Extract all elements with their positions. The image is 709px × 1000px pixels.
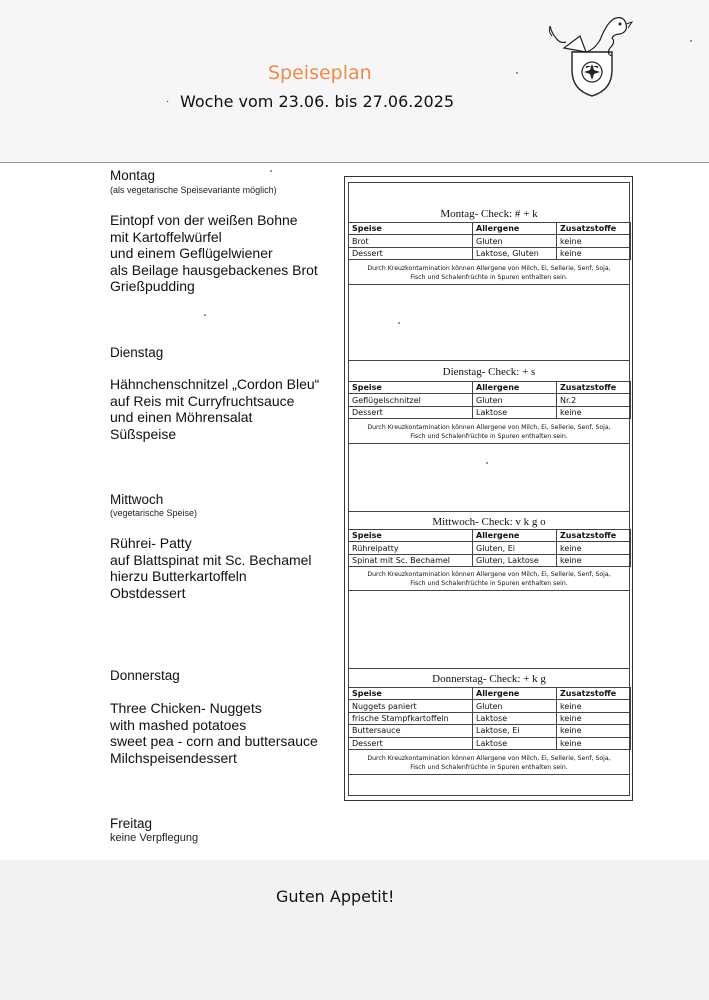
check-table-mittwoch xyxy=(348,529,631,567)
disclaimer-line: Durch Kreuzkontamination können Allergene von Milch, Ei, Sellerie, Senf, Soja, xyxy=(367,265,611,272)
cell-allergene: Gluten, Laktose xyxy=(473,554,557,566)
disclaimer-line: Durch Kreuzkontamination können Allergene von Milch, Ei, Sellerie, Senf, Soja, xyxy=(367,424,611,431)
cell-allergene: Gluten xyxy=(473,700,557,712)
cell-speise: Dessert xyxy=(349,406,473,418)
meal-line: Süßspeise xyxy=(110,425,177,442)
check-title-donnerstag: Donnerstag- Check: + k g xyxy=(432,673,546,685)
week-range: Woche vom 23.06. bis 27.06.2025 xyxy=(180,92,455,111)
day-heading-montag: Montag xyxy=(110,168,156,183)
meal-line: als Beilage hausgebackenes Brot xyxy=(110,261,318,278)
shield-crest-icon xyxy=(546,12,638,98)
day-heading-donnerstag: Donnerstag xyxy=(110,668,180,683)
page-title: Speiseplan xyxy=(268,62,372,84)
card-divider xyxy=(348,443,630,444)
day-heading-dienstag: Dienstag xyxy=(110,345,164,360)
table-row xyxy=(349,394,631,406)
card-divider xyxy=(348,284,630,285)
check-title-mittwoch: Mittwoch- Check: v k g o xyxy=(432,516,546,528)
cell-zusatzstoffe: keine xyxy=(557,737,631,749)
scan-speck xyxy=(270,170,272,172)
cell-zusatzstoffe: keine xyxy=(557,725,631,737)
meal-donnerstag xyxy=(110,700,318,766)
card-divider xyxy=(348,360,630,361)
header-divider xyxy=(0,162,709,163)
cell-allergene: Gluten xyxy=(473,394,557,406)
cell-speise: Brot xyxy=(349,235,473,247)
meal-line: auf Blattspinat mit Sc. Bechamel xyxy=(110,551,312,568)
column-header: Allergene xyxy=(473,530,557,542)
cell-zusatzstoffe: keine xyxy=(557,235,631,247)
table-row xyxy=(349,737,631,749)
cell-zusatzstoffe: keine xyxy=(557,542,631,554)
meal-line: und einen Möhrensalat xyxy=(110,409,253,425)
column-header: Zusatzstoffe xyxy=(557,223,631,235)
disclaimer-montag xyxy=(348,264,630,282)
meal-mittwoch xyxy=(110,535,312,601)
table-row xyxy=(349,712,631,724)
card-divider xyxy=(348,511,630,512)
table-row xyxy=(349,554,631,566)
column-header: Zusatzstoffe xyxy=(557,530,631,542)
cell-speise: Spinat mit Sc. Bechamel xyxy=(349,554,473,566)
cell-allergene: Gluten, Ei xyxy=(473,542,557,554)
cell-speise: Dessert xyxy=(349,247,473,259)
cell-speise: Geflügelschnitzel xyxy=(349,394,473,406)
column-header: Speise xyxy=(349,382,473,394)
card-divider xyxy=(348,774,630,775)
meal-line: with mashed potatoes xyxy=(110,716,247,733)
cell-speise: Nuggets paniert xyxy=(349,700,473,712)
meal-line: Rührei- Patty xyxy=(110,535,192,551)
disclaimer-line: Durch Kreuzkontamination können Allergene von Milch, Ei, Sellerie, Senf, Soja, xyxy=(367,755,611,762)
cell-zusatzstoffe: keine xyxy=(557,554,631,566)
meal-line: Eintopf von der weißen Bohne xyxy=(110,212,298,228)
cell-zusatzstoffe: keine xyxy=(557,406,631,418)
closing-text: Guten Appetit! xyxy=(276,887,395,906)
disclaimer-dienstag xyxy=(348,423,630,441)
disclaimer-line: Durch Kreuzkontamination können Allergene von Milch, Ei, Sellerie, Senf, Soja, xyxy=(367,571,611,578)
cell-zusatzstoffe: keine xyxy=(557,247,631,259)
cell-zusatzstoffe: keine xyxy=(557,700,631,712)
meal-montag xyxy=(110,212,318,295)
cell-speise: frische Stampfkartoffeln xyxy=(349,712,473,724)
disclaimer-line: Fisch und Schalenfrüchte in Spuren enthalten sein. xyxy=(410,764,568,771)
card-divider xyxy=(348,668,630,669)
table-row xyxy=(349,725,631,737)
day-note-montag: (als vegetarische Speisevariante möglich) xyxy=(110,185,277,195)
disclaimer-donnerstag xyxy=(348,754,630,772)
meal-dienstag xyxy=(110,376,319,442)
card-divider xyxy=(348,590,630,591)
table-row xyxy=(349,247,631,259)
day-note-freitag: keine Verpflegung xyxy=(110,832,199,844)
disclaimer-line: Fisch und Schalenfrüchte in Spuren enthalten sein. xyxy=(410,274,568,281)
column-header: Allergene xyxy=(473,382,557,394)
disclaimer-mittwoch xyxy=(348,570,630,588)
cell-speise: Buttersauce xyxy=(349,725,473,737)
meal-line: und einem Geflügelwiener xyxy=(110,245,273,261)
check-title-dienstag: Dienstag- Check: + s xyxy=(442,366,536,378)
cell-zusatzstoffe: Nr.2 xyxy=(557,394,631,406)
meal-line: sweet pea - corn and buttersauce xyxy=(110,733,318,749)
check-table-montag xyxy=(348,222,631,260)
cell-allergene: Gluten xyxy=(473,235,557,247)
scan-speck xyxy=(516,72,518,74)
cell-speise: Dessert xyxy=(349,737,473,749)
table-row xyxy=(349,235,631,247)
meal-line: Hähnchenschnitzel „Cordon Bleu“ xyxy=(110,376,320,392)
table-row xyxy=(349,700,631,712)
cell-allergene: Laktose, Ei xyxy=(473,725,557,737)
disclaimer-line: Fisch und Schalenfrüchte in Spuren enthalten sein. xyxy=(410,433,568,440)
scan-mark: · xyxy=(166,96,170,107)
cell-allergene: Laktose xyxy=(473,406,557,418)
day-note-mittwoch: (vegetarische Speise) xyxy=(110,508,198,518)
meal-line: hierzu Butterkartoffeln xyxy=(110,568,247,584)
day-heading-mittwoch: Mittwoch xyxy=(110,492,164,507)
column-header: Allergene xyxy=(473,223,557,235)
column-header: Allergene xyxy=(473,688,557,700)
cell-allergene: Laktose, Gluten xyxy=(473,247,557,259)
cell-allergene: Laktose xyxy=(473,737,557,749)
column-header: Speise xyxy=(349,688,473,700)
column-header: Speise xyxy=(349,530,473,542)
cell-zusatzstoffe: keine xyxy=(557,712,631,724)
column-header: Zusatzstoffe xyxy=(557,382,631,394)
table-row xyxy=(349,542,631,554)
check-table-dienstag xyxy=(348,381,631,419)
meal-line: Grießpudding xyxy=(110,278,195,294)
disclaimer-line: Fisch und Schalenfrüchte in Spuren enthalten sein. xyxy=(410,580,568,587)
meal-line: Milchspeisendessert xyxy=(110,749,237,766)
scan-speck xyxy=(690,40,692,42)
meal-line: Three Chicken- Nuggets xyxy=(110,700,262,716)
check-table-donnerstag xyxy=(348,687,631,750)
day-heading-freitag: Freitag xyxy=(110,816,153,831)
meal-line: Obstdessert xyxy=(110,584,186,601)
column-header: Zusatzstoffe xyxy=(557,688,631,700)
column-header: Speise xyxy=(349,223,473,235)
meal-line: auf Reis mit Curryfruchtsauce xyxy=(110,392,295,409)
footer-band xyxy=(0,860,709,1000)
cell-speise: Rühreipatty xyxy=(349,542,473,554)
meal-line: mit Kartoffelwürfel xyxy=(110,228,222,245)
check-title-montag: Montag- Check: # + k xyxy=(440,208,538,220)
table-row xyxy=(349,406,631,418)
cell-allergene: Laktose xyxy=(473,712,557,724)
scan-speck xyxy=(204,314,206,316)
